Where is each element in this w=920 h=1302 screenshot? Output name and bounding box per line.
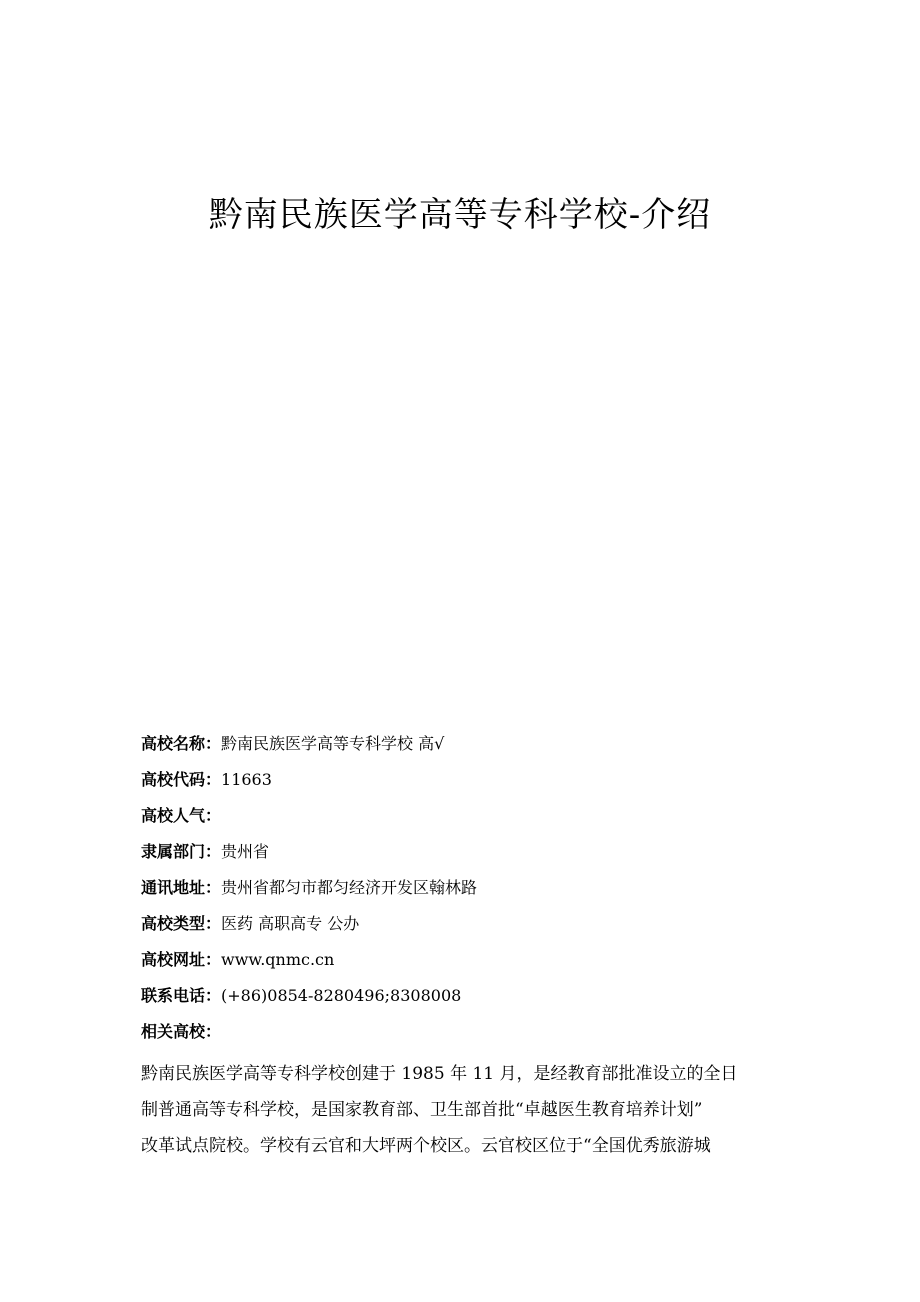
info-row-phone [141,978,781,1014]
info-row-address [141,870,781,906]
school-info-list [141,726,781,1050]
info-value-name: 黔南民族医学高等专科学校 高√ [221,734,445,753]
info-label-code: 高校代码： [141,770,222,789]
info-value-phone: (+86)0854-8280496;8308008 [221,986,462,1005]
info-value-type: 医药 高职高专 公办 [221,914,360,933]
info-label-department: 隶属部门： [141,842,222,861]
info-label-phone: 联系电话： [141,986,222,1005]
intro-line: 制普通高等专科学校，是国家教育部、卫生部首批“卓越医生教育培养计划” [141,1100,703,1120]
info-row-type [141,906,781,942]
info-value-address: 贵州省都匀市都匀经济开发区翰林路 [221,878,478,897]
info-row-name [141,726,781,762]
info-row-department [141,834,781,870]
intro-line: 黔南民族医学高等专科学校创建于 1985 年 11 月，是经教育部批准设立的全日 [141,1064,738,1084]
info-value-website: www.qnmc.cn [221,950,335,969]
info-label-popularity: 高校人气： [141,806,222,825]
info-label-name: 高校名称： [141,734,222,753]
info-label-related: 相关高校： [141,1022,222,1041]
info-label-type: 高校类型： [141,914,222,933]
intro-paragraph [141,1056,781,1164]
info-row-code [141,762,781,798]
info-row-website [141,942,781,978]
page-title: 黔南民族医学高等专科学校-介绍 [208,195,712,235]
info-row-popularity [141,798,781,834]
info-row-related [141,1014,781,1050]
info-value-code: 11663 [221,770,272,789]
info-value-department: 贵州省 [221,842,270,861]
info-label-website: 高校网址： [141,950,222,969]
intro-line: 改革试点院校。学校有云官和大坪两个校区。云官校区位于“全国优秀旅游城 [141,1136,711,1156]
info-label-address: 通讯地址： [141,878,222,897]
